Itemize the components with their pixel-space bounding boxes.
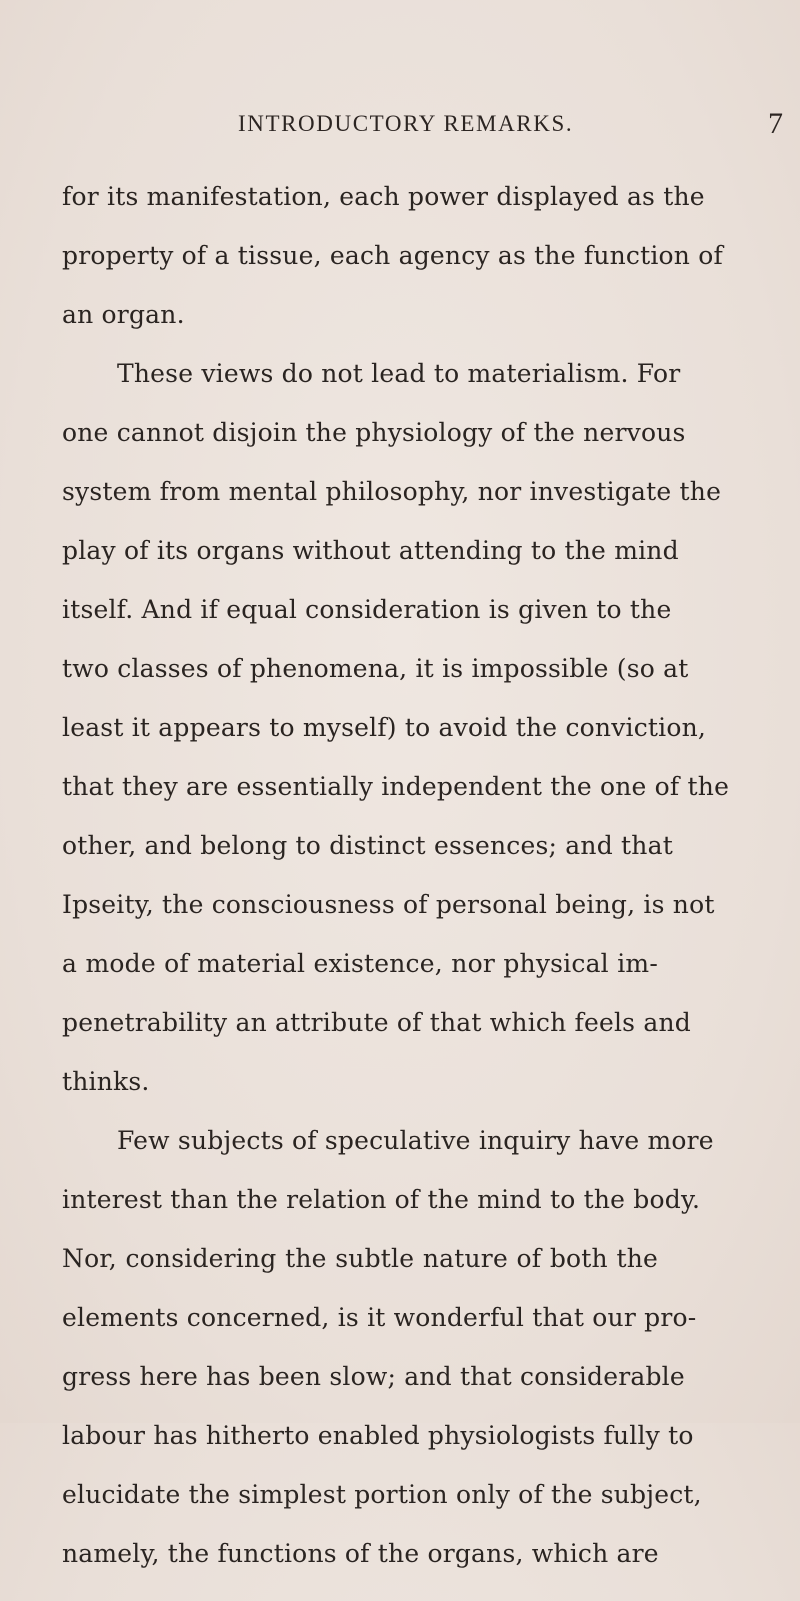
text-line: elucidate the simplest portion only of the subject, (62, 1480, 702, 1509)
text-line: system from mental philosophy, nor investigate the (62, 477, 722, 506)
text-line: Ipseity, the consciousness of personal being, is not (62, 890, 715, 919)
text-line: for its manifestation, each power displayed as the (62, 182, 705, 211)
text-line: Nor, considering the subtle nature of both the (62, 1244, 658, 1273)
text-line: interest than the relation of the mind to the body. (62, 1185, 701, 1214)
text-line: Few subjects of speculative inquiry have more (117, 1126, 714, 1155)
text-line: These views do not lead to materialism. For (117, 359, 681, 388)
text-line: gress here has been slow; and that considerable (62, 1362, 685, 1391)
text-line: namely, the functions of the organs, which are (62, 1539, 659, 1568)
page-number: 7 (768, 107, 783, 140)
text-line: property of a tissue, each agency as the function of (62, 241, 723, 270)
text-line: one cannot disjoin the physiology of the nervous (62, 418, 686, 447)
running-title: INTRODUCTORY REMARKS. (238, 111, 574, 136)
text-line: that they are essentially independent the one of the (62, 772, 730, 801)
text-line: penetrability an attribute of that which feels and (62, 1008, 691, 1037)
text-line: thinks. (62, 1067, 150, 1096)
text-line: labour has hitherto enabled physiologists fully to (62, 1421, 694, 1450)
running-head (0, 107, 800, 151)
text-line: least it appears to myself) to avoid the conviction, (62, 713, 707, 742)
text-line: two classes of phenomena, it is impossible (so at (62, 654, 689, 683)
text-line: an organ. (62, 300, 185, 329)
text-line: play of its organs without attending to the mind (62, 536, 679, 565)
text-line: elements concerned, is it wonderful that our pro- (62, 1303, 697, 1332)
text-line: a mode of material existence, nor physical im- (62, 949, 658, 978)
text-line: other, and belong to distinct essences; and that (62, 831, 673, 860)
text-line: itself. And if equal consideration is given to the (62, 595, 672, 624)
